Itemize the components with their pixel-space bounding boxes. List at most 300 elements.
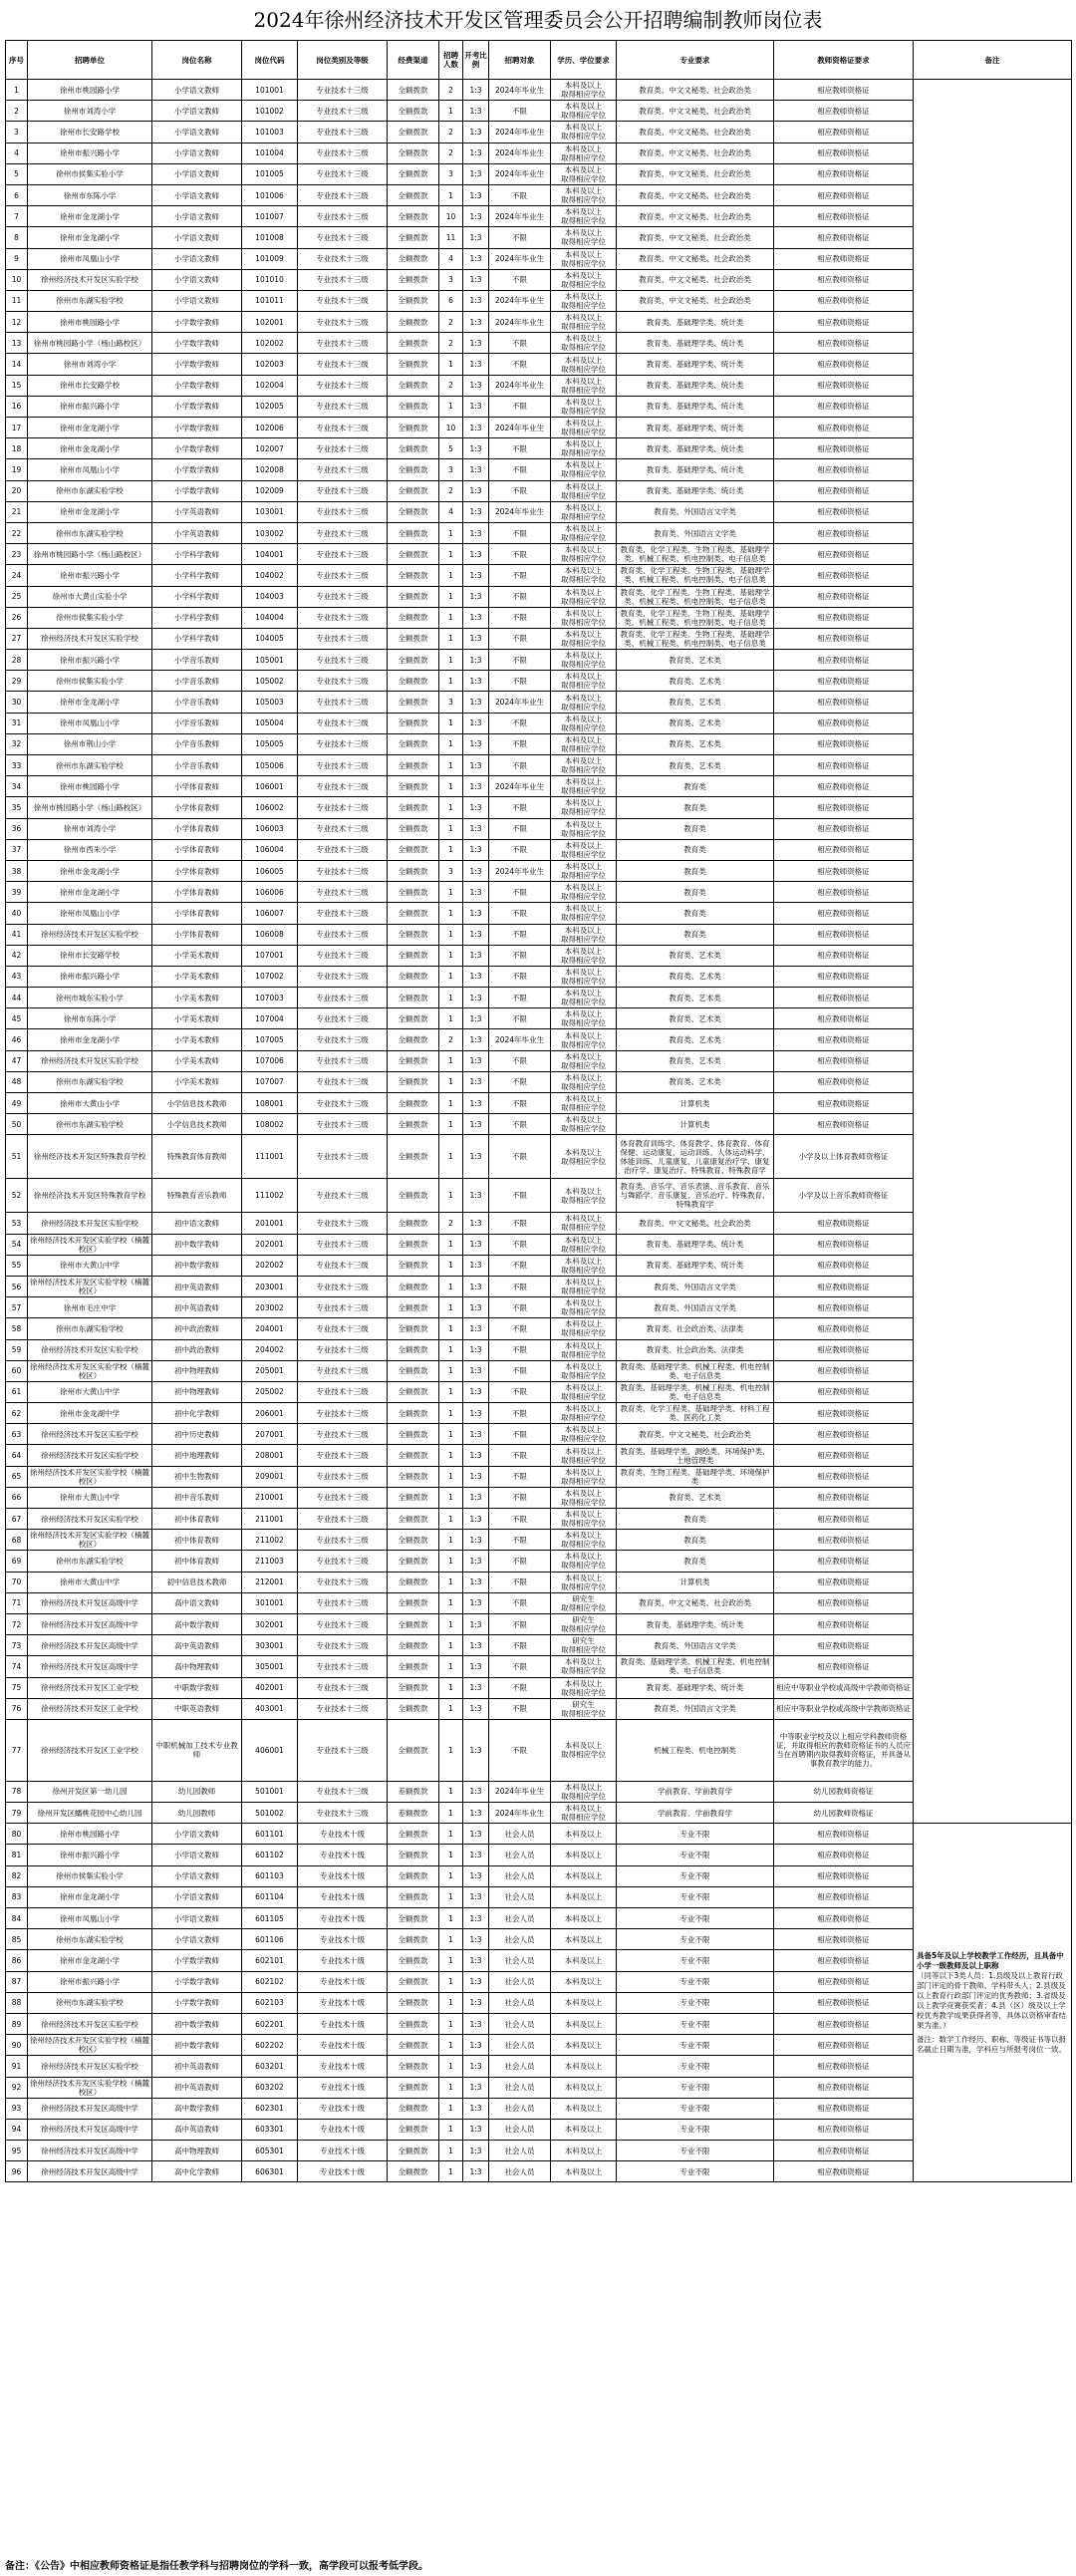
table-cell: 全额拨款 — [388, 544, 439, 565]
table-cell: 不限 — [489, 1572, 551, 1592]
table-cell: 1 — [439, 101, 463, 122]
table-cell: 小学美术教师 — [152, 945, 242, 966]
table-cell: 徐州市金龙湖小学 — [28, 501, 152, 522]
table-cell: 专业技术十三级 — [298, 501, 388, 522]
table-cell: 专业技术十三级 — [298, 1071, 388, 1092]
table-cell: 专业技术十三级 — [298, 586, 388, 607]
table-cell: 小学体育教师 — [152, 903, 242, 924]
remark-cell-empty — [914, 80, 1072, 1824]
table-cell: 小学体育教师 — [152, 818, 242, 839]
table-cell: 2024年毕业生 — [489, 418, 551, 438]
table-row — [6, 945, 1072, 966]
table-cell: 101005 — [242, 163, 298, 184]
table-cell: 相应教师资格证 — [774, 966, 914, 987]
table-cell: 相应教师资格证 — [774, 1950, 914, 1971]
table-row — [6, 1403, 1072, 1424]
table-cell: 全额拨款 — [388, 1845, 439, 1865]
table-cell: 102005 — [242, 396, 298, 417]
table-cell: 小学语文教师 — [152, 184, 242, 205]
table-cell: 88 — [6, 1992, 28, 2013]
table-cell: 相应教师资格证 — [774, 1656, 914, 1677]
table-cell: 601106 — [242, 1929, 298, 1950]
table-cell: 本科及以上 取得相应学位 — [551, 1071, 617, 1092]
table-row — [6, 375, 1072, 396]
table-cell: 小学科学教师 — [152, 628, 242, 649]
table-cell: 7 — [6, 206, 28, 227]
table-cell: 徐州市金龙湖小学 — [28, 206, 152, 227]
table-cell: 教育类 — [617, 1551, 774, 1572]
table-cell: 本科及以上 取得相应学位 — [551, 755, 617, 776]
table-row — [6, 903, 1072, 924]
table-cell: 徐州开发区蟠桃花园中心幼儿园 — [28, 1803, 152, 1824]
table-cell: 1 — [439, 586, 463, 607]
table-cell: 1 — [439, 1360, 463, 1381]
table-cell: 本科及以上 取得相应学位 — [551, 733, 617, 754]
table-cell: 相应教师资格证 — [774, 2141, 914, 2161]
table-cell: 本科及以上 取得相应学位 — [551, 945, 617, 966]
table-cell: 教育类 — [617, 839, 774, 860]
table-cell: 初中化学教师 — [152, 1403, 242, 1424]
table-cell: 相应教师资格证 — [774, 1255, 914, 1276]
table-cell: 专业不限 — [617, 1971, 774, 1992]
table-cell: 全额拨款 — [388, 839, 439, 860]
table-cell: 教育类、艺术类 — [617, 755, 774, 776]
table-cell: 社会人员 — [489, 1971, 551, 1992]
table-cell: 本科及以上 取得相应学位 — [551, 1424, 617, 1445]
table-cell: 全额拨款 — [388, 586, 439, 607]
table-cell: 全额拨款 — [388, 1487, 439, 1508]
table-cell: 本科及以上 取得相应学位 — [551, 501, 617, 522]
table-cell: 本科及以上 取得相应学位 — [551, 312, 617, 333]
table-cell: 2024年毕业生 — [489, 206, 551, 227]
table-cell: 差额拨款 — [388, 1781, 439, 1802]
table-cell: 徐州市毛庄中学 — [28, 1297, 152, 1318]
table-cell: 1:3 — [463, 375, 489, 396]
table-cell: 106004 — [242, 839, 298, 860]
table-cell: 2 — [439, 312, 463, 333]
table-row — [6, 312, 1072, 333]
table-cell: 专业不限 — [617, 1824, 774, 1845]
table-cell: 全额拨款 — [388, 1297, 439, 1318]
table-cell: 不限 — [489, 1339, 551, 1360]
table-cell: 全额拨款 — [388, 2119, 439, 2140]
table-cell: 不限 — [489, 1213, 551, 1234]
table-cell: 专业技术十三级 — [298, 1029, 388, 1050]
table-cell: 教育类、中文文秘类、社会政治类 — [617, 1213, 774, 1234]
table-row — [6, 966, 1072, 987]
table-cell: 不限 — [489, 101, 551, 122]
table-cell: 64 — [6, 1445, 28, 1466]
table-cell: 社会人员 — [489, 1824, 551, 1845]
table-cell: 104002 — [242, 565, 298, 586]
table-cell: 1 — [439, 1971, 463, 1992]
table-cell: 1 — [439, 2119, 463, 2140]
table-cell: 105006 — [242, 755, 298, 776]
table-cell: 徐州经济技术开发区实验学校（楠麓校区） — [28, 1466, 152, 1487]
table-cell: 教育类、基础理学类、统计类 — [617, 1613, 774, 1634]
table-cell: 相应教师资格证 — [774, 333, 914, 354]
table-cell: 1:3 — [463, 143, 489, 163]
table-cell: 1 — [439, 1234, 463, 1255]
table-cell: 徐州市桃园路小学 — [28, 1824, 152, 1845]
table-cell: 相应教师资格证 — [774, 713, 914, 733]
table-cell: 38 — [6, 860, 28, 881]
table-cell: 1:3 — [463, 2119, 489, 2140]
table-cell: 101004 — [242, 143, 298, 163]
table-cell: 专业技术十三级 — [298, 1781, 388, 1802]
table-cell: 教育类、中文文秘类、社会政治类 — [617, 101, 774, 122]
table-cell: 全额拨款 — [388, 2013, 439, 2034]
table-cell: 初中体育教师 — [152, 1551, 242, 1572]
table-row — [6, 1445, 1072, 1466]
table-row — [6, 1677, 1072, 1698]
col-header: 备注 — [914, 41, 1072, 80]
table-cell: 全额拨款 — [388, 1234, 439, 1255]
table-row — [6, 1950, 1072, 1971]
table-cell: 专业技术十三级 — [298, 650, 388, 671]
table-cell: 专业技术十三级 — [298, 692, 388, 713]
table-cell: 徐州市金龙湖小学 — [28, 1029, 152, 1050]
table-cell: 徐州经济技术开发区实验学校 — [28, 628, 152, 649]
table-cell: 初中英语教师 — [152, 2077, 242, 2098]
table-cell: 不限 — [489, 1551, 551, 1572]
table-cell: 1:3 — [463, 1509, 489, 1530]
table-cell: 本科及以上 取得相应学位 — [551, 418, 617, 438]
table-cell: 1:3 — [463, 184, 489, 205]
table-cell: 教育类、艺术类 — [617, 988, 774, 1008]
table-cell: 相应教师资格证 — [774, 1908, 914, 1929]
table-cell: 本科及以上 取得相应学位 — [551, 1677, 617, 1698]
table-cell: 2024年毕业生 — [489, 248, 551, 269]
table-row — [6, 163, 1072, 184]
table-cell: 社会人员 — [489, 2161, 551, 2182]
table-row — [6, 1865, 1072, 1886]
table-cell: 小学科学教师 — [152, 565, 242, 586]
table-cell: 相应教师资格证 — [774, 733, 914, 754]
table-cell: 5 — [439, 438, 463, 459]
table-cell: 不限 — [489, 269, 551, 290]
table-cell: 全额拨款 — [388, 1908, 439, 1929]
table-cell: 501001 — [242, 1781, 298, 1802]
table-cell: 小学数学教师 — [152, 459, 242, 480]
table-cell: 全额拨款 — [388, 375, 439, 396]
table-cell: 102007 — [242, 438, 298, 459]
table-cell: 全额拨款 — [388, 1381, 439, 1402]
table-cell: 徐州市桃园路小学 — [28, 776, 152, 797]
table-cell: 徐州经济技术开发区高级中学 — [28, 1592, 152, 1613]
table-cell: 全额拨款 — [388, 1179, 439, 1213]
table-cell: 专业技术十三级 — [298, 607, 388, 628]
table-cell: 小学语文教师 — [152, 206, 242, 227]
table-cell: 53 — [6, 1213, 28, 1234]
table-cell: 4 — [6, 143, 28, 163]
table-cell: 徐州经济技术开发区高级中学 — [28, 2161, 152, 2182]
table-cell: 本科及以上 取得相应学位 — [551, 122, 617, 143]
table-cell: 1 — [439, 1698, 463, 1719]
table-cell: 87 — [6, 1971, 28, 1992]
table-cell: 50 — [6, 1114, 28, 1135]
table-cell: 专业技术十三级 — [298, 671, 388, 692]
table-cell: 全额拨款 — [388, 290, 439, 311]
table-cell: 202001 — [242, 1234, 298, 1255]
table-row — [6, 184, 1072, 205]
table-cell: 1 — [439, 184, 463, 205]
table-cell: 徐州市振兴路小学 — [28, 565, 152, 586]
table-cell: 专业技术十三级 — [298, 1592, 388, 1613]
table-cell: 101008 — [242, 227, 298, 248]
table-cell: 专业技术十三级 — [298, 544, 388, 565]
table-cell: 本科及以上 取得相应学位 — [551, 1509, 617, 1530]
table-row — [6, 2141, 1072, 2161]
table-cell: 教育类、化学工程类、生物工程类、基础理学类、机械工程类、机电控制类、电子信息类 — [617, 544, 774, 565]
table-cell: 教育类、基础理学类、统计类 — [617, 375, 774, 396]
table-cell: 1:3 — [463, 1950, 489, 1971]
table-cell: 徐州市振兴路小学 — [28, 1845, 152, 1865]
table-cell: 1 — [439, 776, 463, 797]
table-cell: 不限 — [489, 650, 551, 671]
table-cell: 专业技术十三级 — [298, 101, 388, 122]
table-cell: 初中英语教师 — [152, 2056, 242, 2077]
table-cell: 全额拨款 — [388, 312, 439, 333]
table-cell: 特殊教育体育教师 — [152, 1135, 242, 1179]
table-cell: 专业技术十三级 — [298, 860, 388, 881]
table-cell: 74 — [6, 1656, 28, 1677]
table-row — [6, 1635, 1072, 1656]
table-cell: 105004 — [242, 713, 298, 733]
table-cell: 本科及以上 取得相应学位 — [551, 1114, 617, 1135]
table-cell: 本科及以上 取得相应学位 — [551, 607, 617, 628]
table-cell: 高中数学教师 — [152, 1613, 242, 1634]
table-row — [6, 1971, 1072, 1992]
table-cell: 初中信息技术教师 — [152, 1572, 242, 1592]
table-cell: 56 — [6, 1276, 28, 1296]
table-cell: 专业不限 — [617, 1865, 774, 1886]
table-cell: 205002 — [242, 1381, 298, 1402]
table-cell: 幼儿园教师 — [152, 1781, 242, 1802]
table-cell: 教育类、艺术类 — [617, 945, 774, 966]
table-cell: 本科及以上 取得相应学位 — [551, 903, 617, 924]
table-row — [6, 248, 1072, 269]
table-cell: 全额拨款 — [388, 1656, 439, 1677]
table-row — [6, 269, 1072, 290]
table-cell: 1:3 — [463, 1029, 489, 1050]
table-cell: 1:3 — [463, 733, 489, 754]
table-cell: 本科及以上 取得相应学位 — [551, 80, 617, 101]
table-cell: 91 — [6, 2056, 28, 2077]
table-cell: 相应教师资格证 — [774, 1509, 914, 1530]
table-cell: 小学信息技术教师 — [152, 1093, 242, 1114]
table-cell: 2024年毕业生 — [489, 1803, 551, 1824]
table-cell: 全额拨款 — [388, 818, 439, 839]
table-cell: 本科及以上 — [551, 2119, 617, 2140]
table-cell: 2024年毕业生 — [489, 776, 551, 797]
table-row — [6, 924, 1072, 945]
table-cell: 徐州经济技术开发区实验学校 — [28, 1509, 152, 1530]
table-cell: 徐州市侯集实验小学 — [28, 671, 152, 692]
table-cell: 8 — [6, 227, 28, 248]
table-cell: 相应教师资格证 — [774, 1029, 914, 1050]
table-cell: 专业技术十级 — [298, 1992, 388, 2013]
table-cell: 83 — [6, 1886, 28, 1907]
table-cell: 专业技术十级 — [298, 1971, 388, 1992]
table-cell: 本科及以上 — [551, 2161, 617, 2182]
table-cell: 1 — [439, 1635, 463, 1656]
table-cell: 1 — [439, 1592, 463, 1613]
table-cell: 徐州经济技术开发区实验学校 — [28, 1050, 152, 1071]
table-cell: 1:3 — [463, 1093, 489, 1114]
table-cell: 本科及以上 — [551, 2098, 617, 2119]
table-cell: 1:3 — [463, 290, 489, 311]
table-row — [6, 544, 1072, 565]
table-cell: 相应教师资格证 — [774, 1318, 914, 1339]
table-cell: 初中数学教师 — [152, 2013, 242, 2034]
table-row — [6, 776, 1072, 797]
table-cell: 603201 — [242, 2056, 298, 2077]
table-cell: 22 — [6, 522, 28, 543]
table-cell: 全额拨款 — [388, 776, 439, 797]
table-cell: 本科及以上 取得相应学位 — [551, 818, 617, 839]
table-cell: 1:3 — [463, 1781, 489, 1802]
col-header: 招聘对象 — [489, 41, 551, 80]
table-cell: 不限 — [489, 459, 551, 480]
table-cell: 58 — [6, 1318, 28, 1339]
table-cell: 相应教师资格证 — [774, 2035, 914, 2056]
table-cell: 1:3 — [463, 248, 489, 269]
table-cell: 相应教师资格证 — [774, 1114, 914, 1135]
table-cell: 105002 — [242, 671, 298, 692]
table-cell: 社会人员 — [489, 2077, 551, 2098]
table-cell: 本科及以上 — [551, 1929, 617, 1950]
table-cell: 相应教师资格证 — [774, 945, 914, 966]
table-cell: 相应教师资格证 — [774, 1572, 914, 1592]
table-cell: 徐州经济技术开发区实验学校 — [28, 1213, 152, 1234]
table-cell: 徐州市东湖实验学校 — [28, 1114, 152, 1135]
table-cell: 不限 — [489, 1135, 551, 1179]
table-cell: 本科及以上 取得相应学位 — [551, 1445, 617, 1466]
table-cell: 不限 — [489, 480, 551, 501]
table-cell: 专业技术十三级 — [298, 1381, 388, 1402]
table-cell: 75 — [6, 1677, 28, 1698]
table-cell: 24 — [6, 565, 28, 586]
table-cell: 全额拨款 — [388, 438, 439, 459]
table-cell: 相应教师资格证 — [774, 692, 914, 713]
table-cell: 5 — [6, 163, 28, 184]
remark-cell — [914, 1824, 1072, 2182]
table-cell: 社会人员 — [489, 1992, 551, 2013]
table-cell: 相应教师资格证 — [774, 988, 914, 1008]
table-cell: 本科及以上 取得相应学位 — [551, 184, 617, 205]
table-cell: 全额拨款 — [388, 354, 439, 375]
table-cell: 专业不限 — [617, 2056, 774, 2077]
table-cell: 本科及以上 取得相应学位 — [551, 1381, 617, 1402]
table-cell: 2 — [439, 1213, 463, 1234]
table-cell: 1:3 — [463, 988, 489, 1008]
table-cell: 本科及以上 取得相应学位 — [551, 988, 617, 1008]
table-cell: 相应教师资格证 — [774, 1971, 914, 1992]
table-cell: 不限 — [489, 438, 551, 459]
table-row — [6, 418, 1072, 438]
table-cell: 专业技术十三级 — [298, 1424, 388, 1445]
table-cell: 1:3 — [463, 101, 489, 122]
table-cell: 1:3 — [463, 1908, 489, 1929]
table-cell: 教育类、社会政治类、法律类 — [617, 1339, 774, 1360]
table-cell: 专业技术十三级 — [298, 1297, 388, 1318]
table-cell: 1 — [439, 1114, 463, 1135]
table-cell: 全额拨款 — [388, 2141, 439, 2161]
table-cell: 31 — [6, 713, 28, 733]
table-cell: 211001 — [242, 1509, 298, 1530]
table-cell: 1:3 — [463, 713, 489, 733]
table-cell: 教育类、中文文秘类、社会政治类 — [617, 248, 774, 269]
table-cell: 全额拨款 — [388, 1093, 439, 1114]
table-cell: 徐州市金龙湖小学 — [28, 860, 152, 881]
table-cell: 相应教师资格证 — [774, 269, 914, 290]
table-cell: 15 — [6, 375, 28, 396]
table-cell: 204002 — [242, 1339, 298, 1360]
table-cell: 全额拨款 — [388, 227, 439, 248]
table-row — [6, 1719, 1072, 1781]
table-cell: 相应教师资格证 — [774, 2161, 914, 2182]
table-cell: 303001 — [242, 1635, 298, 1656]
table-cell: 社会人员 — [489, 1929, 551, 1950]
table-cell: 本科及以上 取得相应学位 — [551, 227, 617, 248]
table-cell: 95 — [6, 2141, 28, 2161]
table-cell: 教育类、中文文秘类、社会政治类 — [617, 1424, 774, 1445]
table-cell: 1 — [439, 1781, 463, 1802]
table-cell: 专业不限 — [617, 2161, 774, 2182]
table-cell: 1 — [439, 903, 463, 924]
table-cell: 专业技术十三级 — [298, 1114, 388, 1135]
table-row — [6, 333, 1072, 354]
table-cell: 徐州经济技术开发区高级中学 — [28, 2119, 152, 2140]
table-cell: 1 — [439, 2141, 463, 2161]
table-cell: 1 — [439, 1908, 463, 1929]
table-cell: 1 — [439, 1950, 463, 1971]
table-cell: 社会人员 — [489, 2035, 551, 2056]
table-cell: 1:3 — [463, 1213, 489, 1234]
table-cell: 不限 — [489, 1255, 551, 1276]
table-cell: 1 — [439, 1551, 463, 1572]
table-row — [6, 1297, 1072, 1318]
table-cell: 高中物理教师 — [152, 2141, 242, 2161]
table-cell: 不限 — [489, 1114, 551, 1135]
table-cell: 9 — [6, 248, 28, 269]
table-header-row — [6, 41, 1072, 80]
table-cell: 全额拨款 — [388, 1950, 439, 1971]
table-cell: 高中英语教师 — [152, 1635, 242, 1656]
table-cell: 徐州市东陈小学 — [28, 184, 152, 205]
table-row — [6, 1360, 1072, 1381]
table-cell: 徐州经济技术开发区实验学校 — [28, 1339, 152, 1360]
table-cell: 本科及以上 取得相应学位 — [551, 797, 617, 818]
table-cell: 专业技术十三级 — [298, 122, 388, 143]
table-cell: 全额拨款 — [388, 628, 439, 649]
table-cell: 全额拨款 — [388, 333, 439, 354]
table-cell: 不限 — [489, 1592, 551, 1613]
table-row — [6, 1929, 1072, 1950]
table-cell: 1 — [439, 1656, 463, 1677]
table-cell: 1:3 — [463, 1276, 489, 1296]
table-cell: 1 — [439, 650, 463, 671]
table-cell: 小学语文教师 — [152, 1865, 242, 1886]
table-cell: 徐州市侯集实验小学 — [28, 1865, 152, 1886]
table-cell: 1:3 — [463, 1992, 489, 2013]
table-cell: 相应教师资格证 — [774, 80, 914, 101]
table-cell: 小学语文教师 — [152, 163, 242, 184]
table-cell: 徐州市东湖实验学校 — [28, 755, 152, 776]
table-cell: 全额拨款 — [388, 1339, 439, 1360]
table-cell: 徐州经济技术开发区高级中学 — [28, 1635, 152, 1656]
